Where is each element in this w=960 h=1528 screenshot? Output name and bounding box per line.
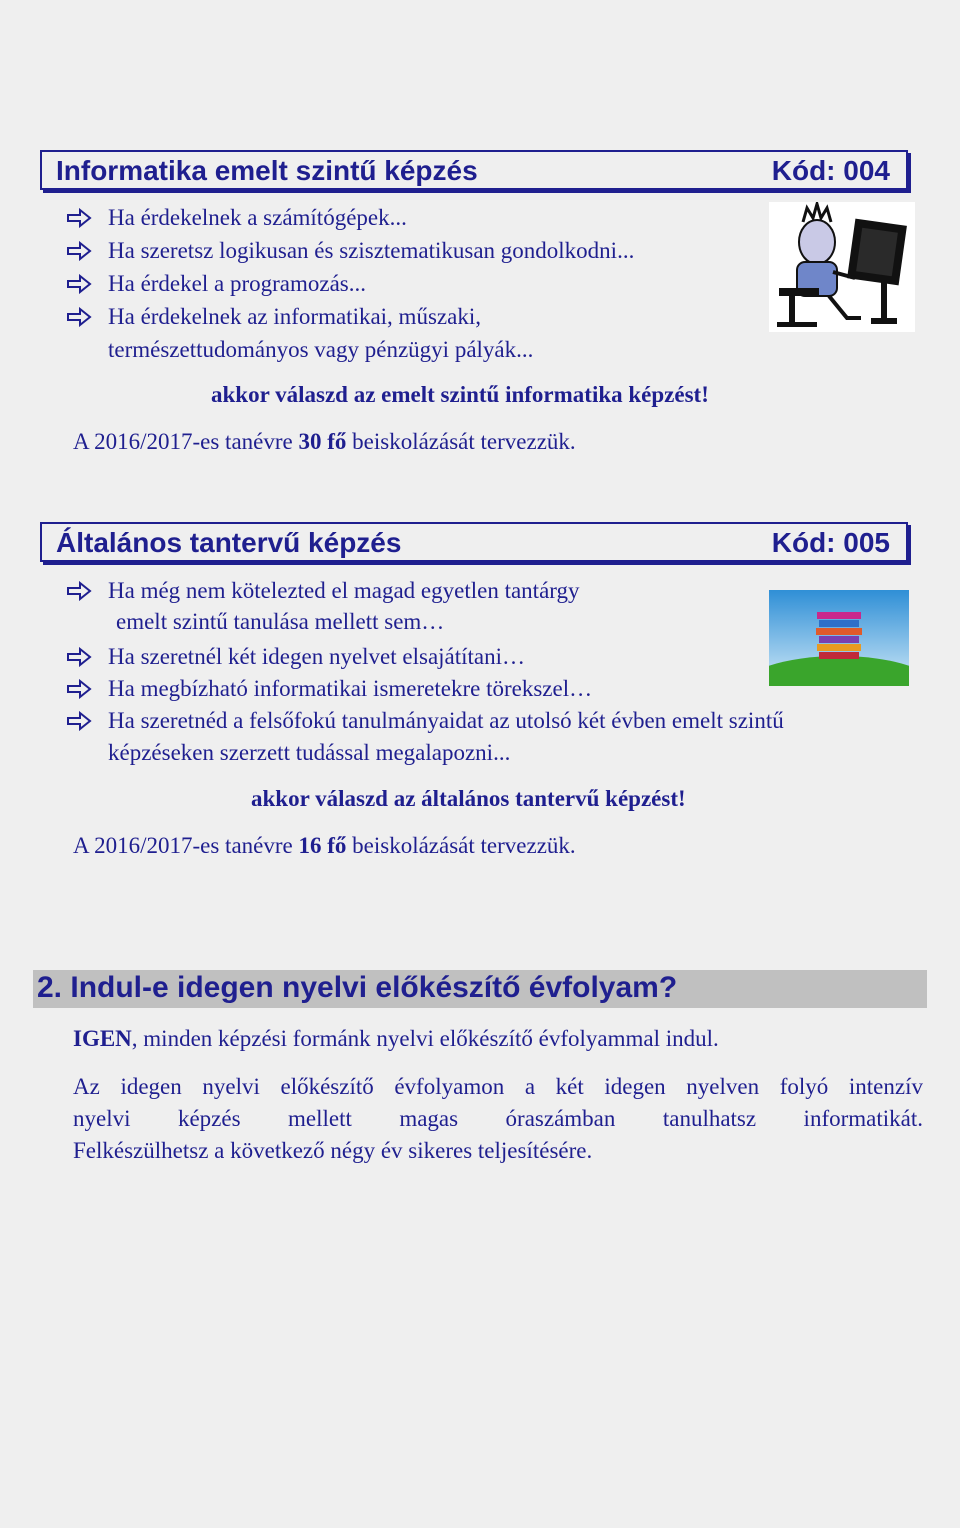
paragraph-line: nyelvi képzés mellett magas óraszámban tanulhatsz informatikát. <box>73 1106 923 1131</box>
description-paragraph <box>73 1071 923 1167</box>
arrow-right-icon <box>66 241 92 261</box>
list-item: Ha érdekel a programozás... <box>108 271 366 296</box>
enrollment-count: 30 fő <box>298 429 347 454</box>
paragraph-line: Az idegen nyelvi előkészítő évfolyamon a két idegen nyelven folyó intenzív <box>73 1074 923 1099</box>
list-item: Ha érdekelnek az informatikai, műszaki, <box>108 304 481 329</box>
list-item: Ha érdekelnek a számítógépek... <box>108 205 407 230</box>
answer-line: IGEN, minden képzési formánk nyelvi előkészítő évfolyammal indul. <box>73 1026 719 1051</box>
arrow-right-icon <box>66 647 92 667</box>
list-item-continuation: természettudományos vagy pénzügyi pályák... <box>108 337 534 362</box>
computer-user-image <box>769 202 915 332</box>
answer-yes: IGEN <box>73 1026 132 1051</box>
list-item: Ha még nem kötelezted el magad egyetlen tantárgy <box>108 578 580 603</box>
section-heading-bar <box>33 970 927 1008</box>
section-code: Kód: 004 <box>771 155 890 186</box>
enrollment-plan: A 2016/2017-es tanévre 16 fő beiskolázását tervezzük. <box>73 833 576 858</box>
list-item: Ha megbízható informatikai ismeretekre törekszel… <box>108 676 593 701</box>
call-to-action: akkor válaszd az általános tantervű képzést! <box>251 786 686 811</box>
arrow-right-icon <box>66 581 92 601</box>
list-item: Ha szeretnéd a felsőfokú tanulmányaidat az utolsó két évben emelt szintű <box>108 708 784 733</box>
section-heading: 2. Indul-e idegen nyelvi előkészítő évfolyam? <box>37 971 678 1004</box>
list-item: Ha szeretsz logikusan és szisztematikusan gondolkodni... <box>108 238 635 263</box>
list-item-continuation: emelt szintű tanulása mellett sem… <box>116 609 445 634</box>
section-title: Informatika emelt szintű képzés <box>56 155 478 186</box>
section-header-altalanos <box>40 522 908 562</box>
section-code: Kód: 005 <box>771 527 890 558</box>
arrow-right-icon <box>66 307 92 327</box>
section-header-informatika <box>40 150 908 190</box>
enrollment-count: 16 fő <box>298 833 347 858</box>
arrow-right-icon <box>66 711 92 731</box>
book-stack-image <box>769 590 909 686</box>
arrow-right-icon <box>66 274 92 294</box>
paragraph-line: Felkészülhetsz a következő négy év sikeres teljesítésére. <box>73 1138 593 1163</box>
arrow-right-icon <box>66 679 92 699</box>
list-item-continuation: képzéseken szerzett tudással megalapozni... <box>108 740 511 765</box>
call-to-action: akkor válaszd az emelt szintű informatika képzést! <box>211 382 709 407</box>
enrollment-plan: A 2016/2017-es tanévre 30 fő beiskolázását tervezzük. <box>73 429 576 454</box>
arrow-right-icon <box>66 208 92 228</box>
list-item: Ha szeretnél két idegen nyelvet elsajátítani… <box>108 644 526 669</box>
section-title: Általános tantervű képzés <box>56 527 402 558</box>
